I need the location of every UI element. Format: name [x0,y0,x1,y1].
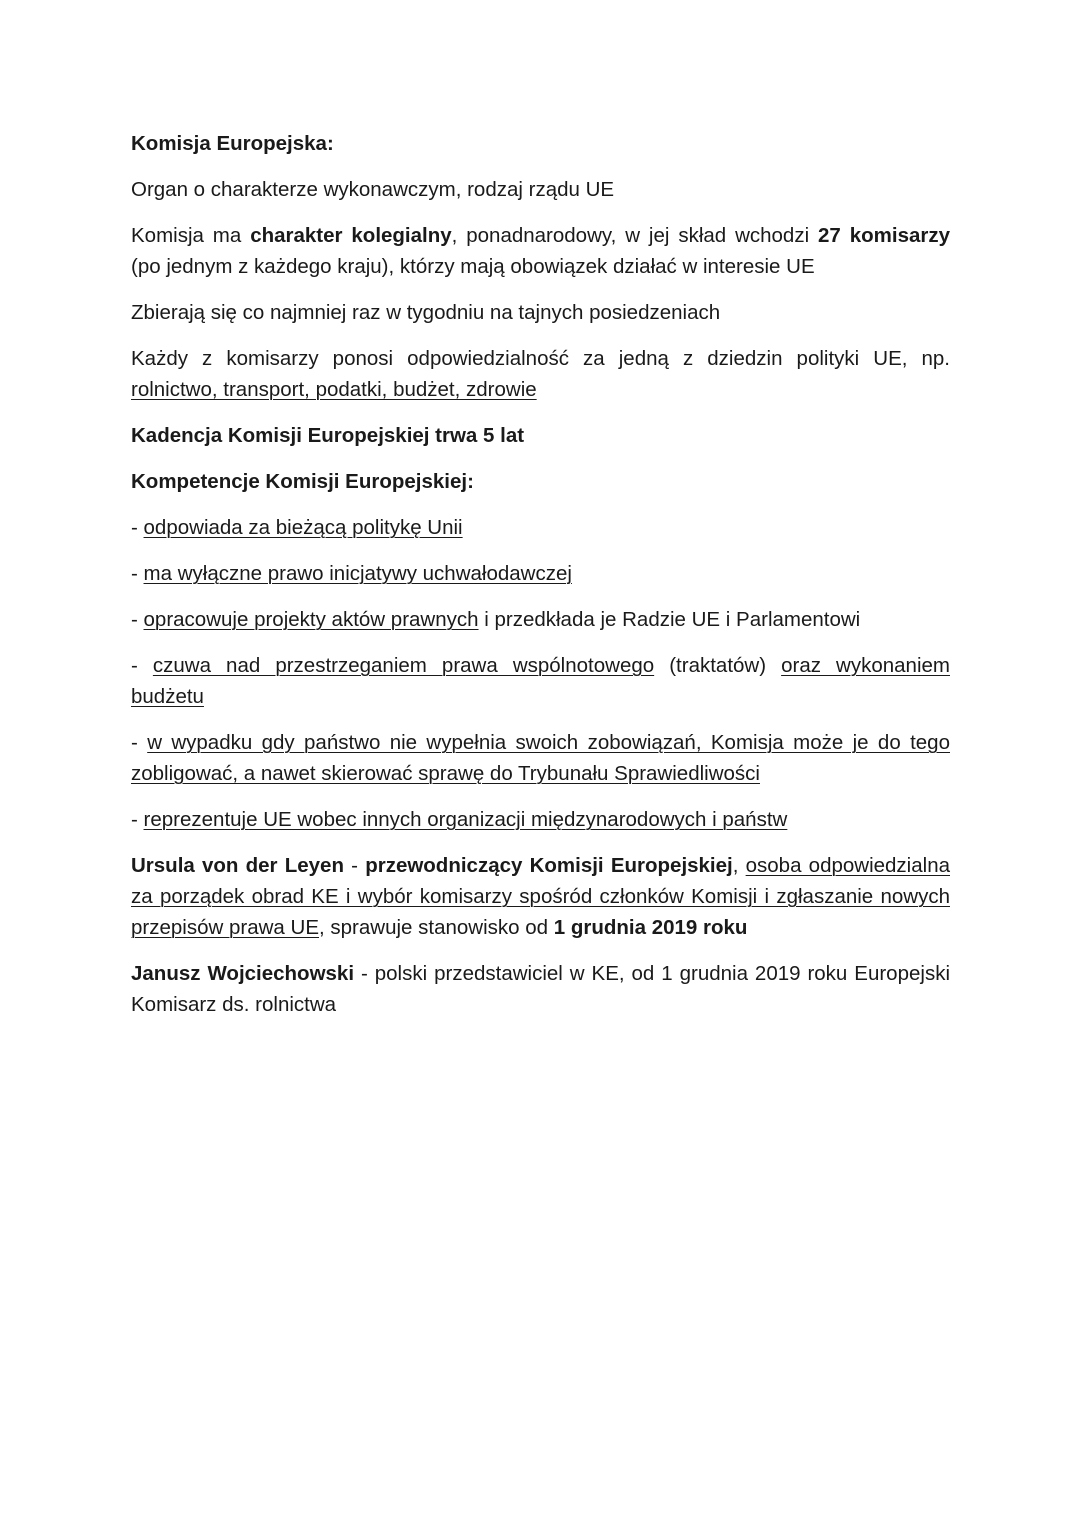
paragraph-ursula: Ursula von der Leyen - przewodniczący Komisji Europejskiej, osoba odpowiedzialna za porządek obrad KE i wybór komisarzy spośród członków Komisji i zgłaszanie nowych przepisów prawa UE, sprawuje stanowisko od 1 grudnia 2019 roku [131,854,950,939]
paragraph-komisarze: Każdy z komisarzy ponosi odpowiedzialność za jedną z dziedzin polityki UE, np. rolnictwo, transport, podatki, budżet, zdrowie [131,347,950,401]
heading-kadencja: Kadencja Komisji Europejskiej trwa 5 lat [131,424,525,447]
list-item-zobowiazania: - w wypadku gdy państwo nie wypełnia swoich zobowiązań, Komisja może je do tego zobligować, a nawet skierować sprawę do Trybunału Sprawiedliwości [131,731,950,785]
paragraph-organ: Organ o charakterze wykonawczym, rodzaj rządu UE [131,178,615,201]
list-item-czuwa: - czuwa nad przestrzeganiem prawa wspólnotowego (traktatów) oraz wykonaniem budżetu [131,654,950,708]
list-item-projekty: - opracowuje projekty aktów prawnych i przedkłada je Radzie UE i Parlamentowi [131,608,861,631]
document-page [131,128,950,1035]
paragraph-posiedzenia: Zbierają się co najmniej raz w tygodniu na tajnych posiedzeniach [131,301,721,324]
heading-kompetencje: Kompetencje Komisji Europejskiej: [131,470,474,493]
paragraph-janusz: Janusz Wojciechowski - polski przedstawiciel w KE, od 1 grudnia 2019 roku Europejski Komisarz ds. rolnictwa [131,962,950,1016]
section-heading-komisja: Komisja Europejska: [131,132,334,155]
list-item-polityka: - odpowiada za bieżącą politykę Unii [131,516,463,539]
list-item-inicjatywa: - ma wyłączne prawo inicjatywy uchwałodawczej [131,562,572,585]
paragraph-kolegialny: Komisja ma charakter kolegialny, ponadnarodowy, w jej skład wchodzi 27 komisarzy (po jednym z każdego kraju), którzy mają obowiązek działać w interesie UE [131,224,951,278]
list-item-reprezentuje: - reprezentuje UE wobec innych organizacji międzynarodowych i państw [131,808,788,831]
